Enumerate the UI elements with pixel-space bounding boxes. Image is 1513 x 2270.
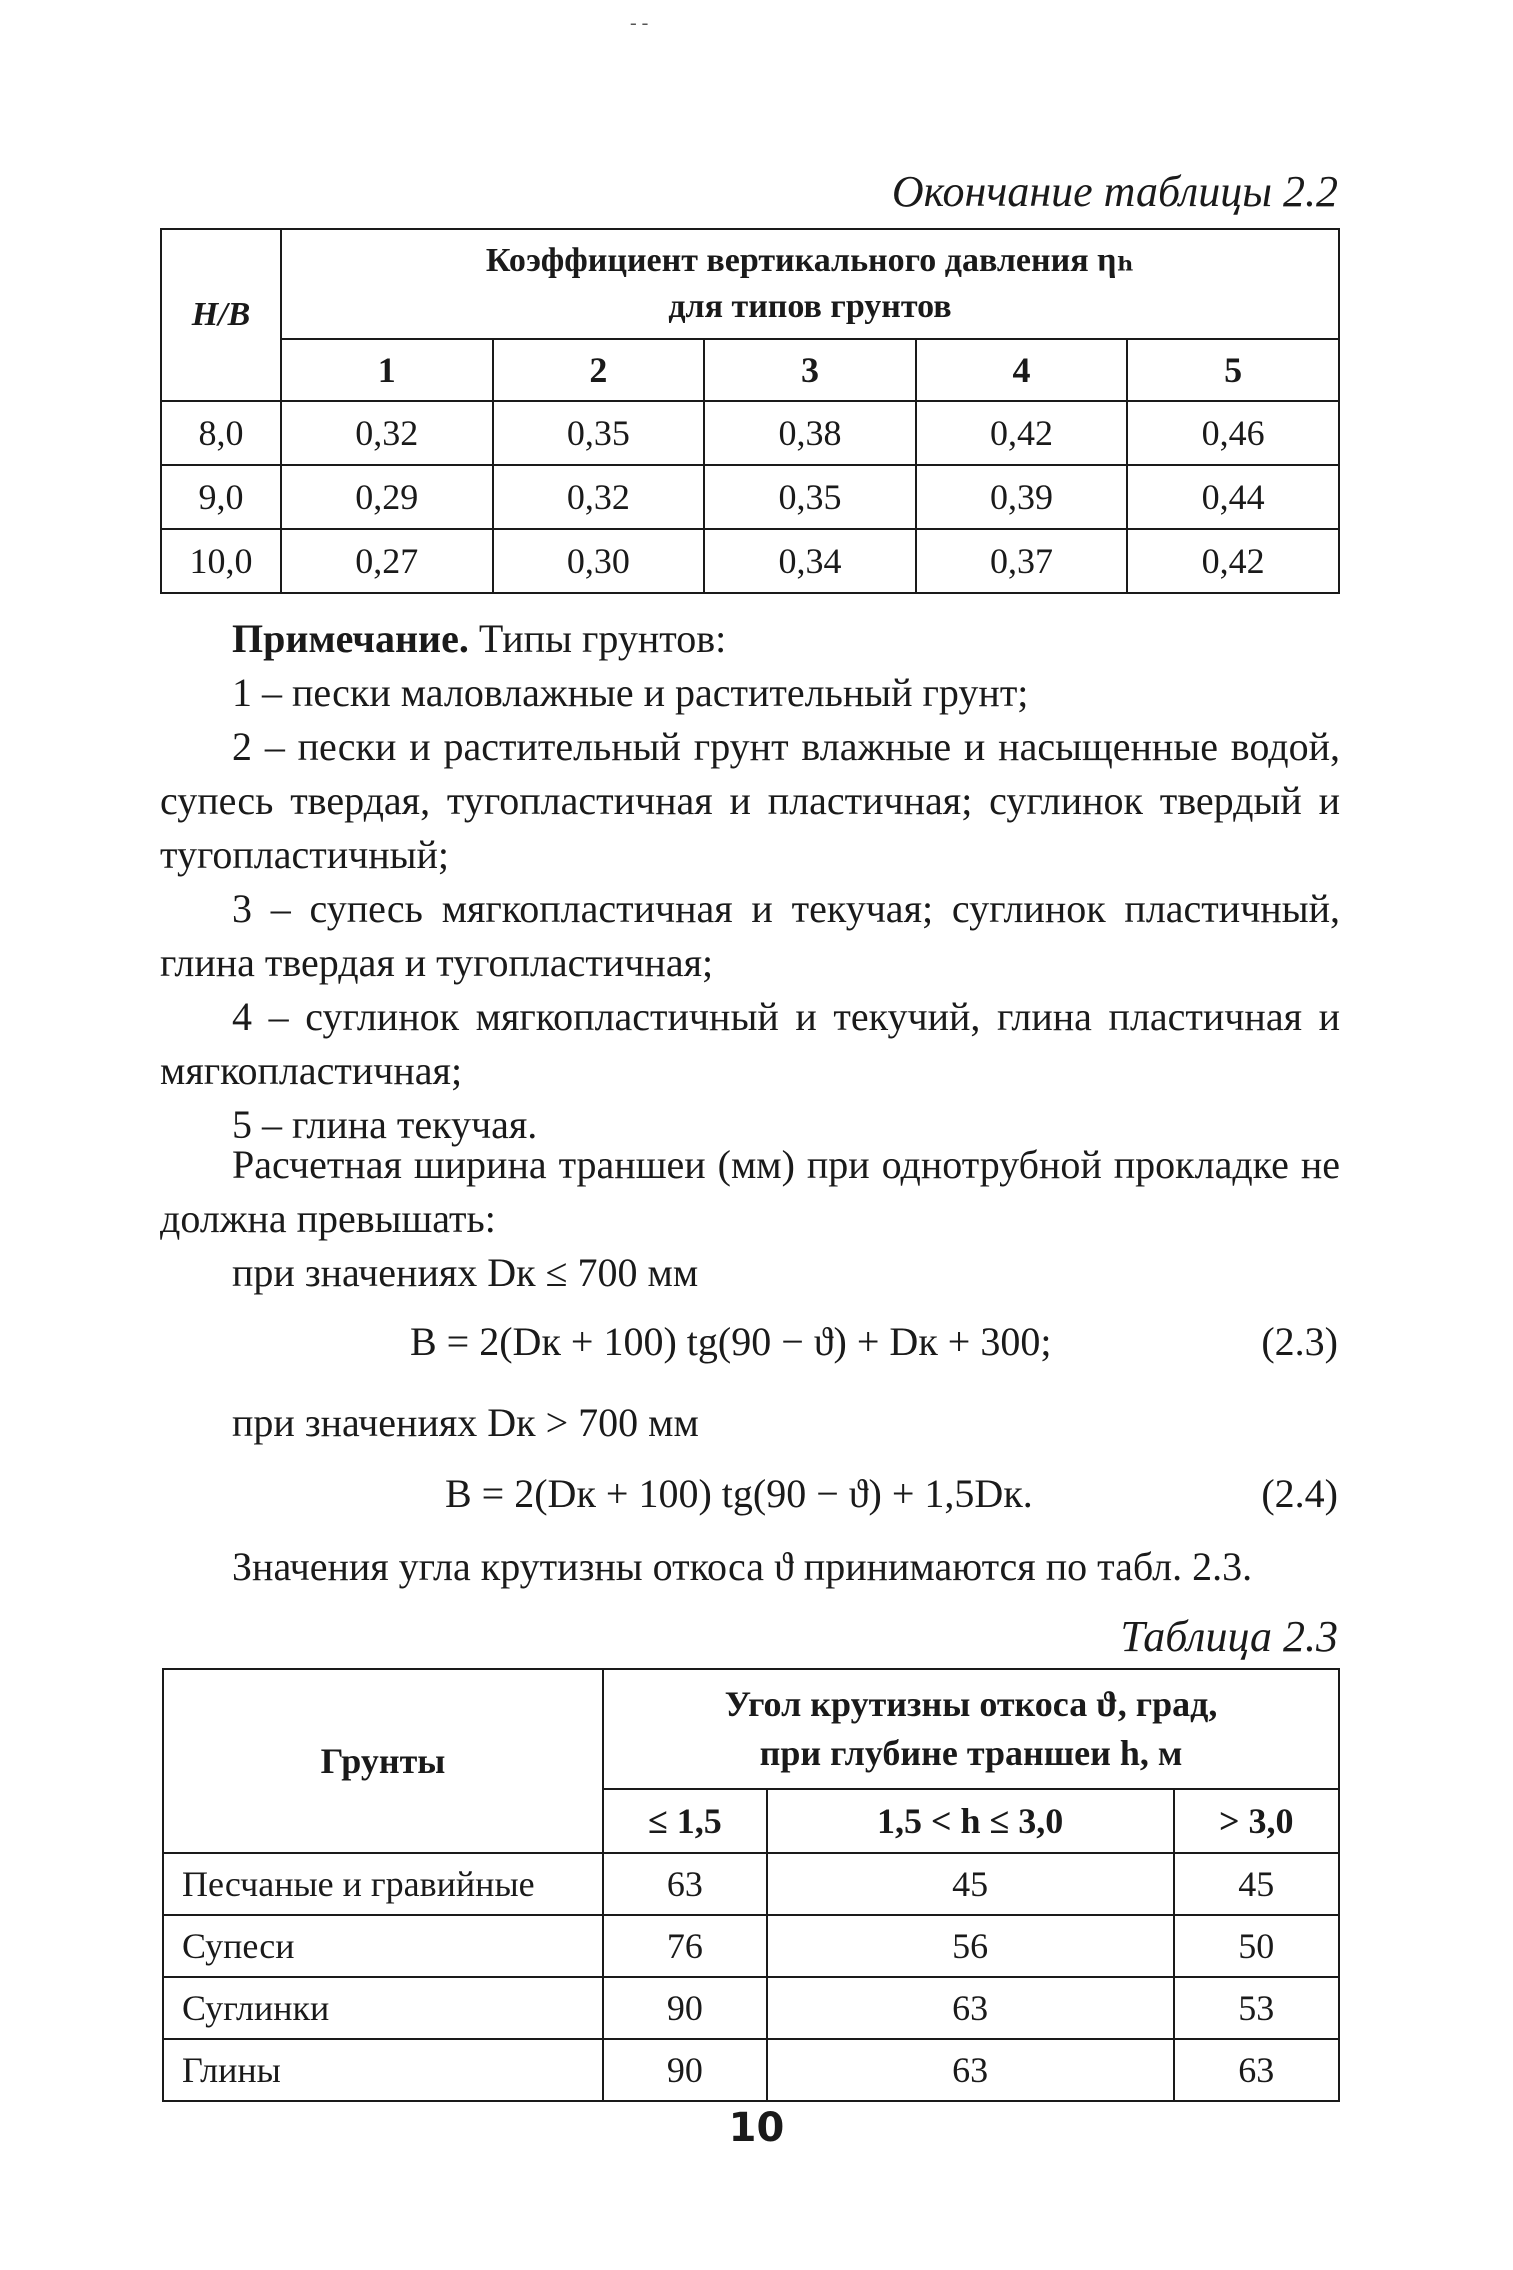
cell: 50 xyxy=(1174,1915,1339,1977)
soil-name: Супеси xyxy=(163,1915,603,1977)
depth-range-3: > 3,0 xyxy=(1174,1789,1339,1853)
table-row xyxy=(163,1915,1339,1977)
cell: 76 xyxy=(603,1915,767,1977)
soil-types-note xyxy=(160,612,1340,1152)
table-2-3 xyxy=(162,1668,1340,2102)
cell: 90 xyxy=(603,2039,767,2101)
table-row xyxy=(163,2039,1339,2101)
table-2-2-caption: Окончание таблицы 2.2 xyxy=(891,167,1338,216)
table-row xyxy=(161,529,1339,593)
cell: 45 xyxy=(767,1853,1174,1915)
hb-value: 10,0 xyxy=(161,529,281,593)
soil-name: Суглинки xyxy=(163,1977,603,2039)
header-line-1: Коэффициент вертикального давления ηₕ xyxy=(485,242,1135,280)
hb-header: H/B xyxy=(161,229,281,401)
cell: 53 xyxy=(1174,1977,1339,2039)
table-2-2 xyxy=(160,228,1340,594)
cell: 63 xyxy=(767,2039,1174,2101)
cell: 0,29 xyxy=(281,465,493,529)
trench-width-section xyxy=(160,1138,1340,1300)
cell: 45 xyxy=(1174,1853,1339,1915)
note-label: Примечание. xyxy=(232,616,469,661)
equation-number-2-3: (2.3) xyxy=(1261,1319,1338,1364)
soil-type-1: 1 xyxy=(281,339,493,401)
page-number: 10 xyxy=(728,2105,785,2151)
formula-2-4: B = 2(Dк + 100) tg(90 − ϑ) + 1,5Dк. xyxy=(445,1471,1033,1516)
angle-note-block xyxy=(160,1540,1340,1594)
hb-value: 9,0 xyxy=(161,465,281,529)
depth-range-1: ≤ 1,5 xyxy=(603,1789,767,1853)
cell: 0,34 xyxy=(704,529,916,593)
note-item-4: 4 – суглинок мягкопластичный и текучий, глина пластичная и мягкопластичная; xyxy=(160,994,1340,1093)
cell: 63 xyxy=(1174,2039,1339,2101)
condition-2: при значениях Dк > 700 мм xyxy=(232,1400,699,1445)
pressure-coefficient-header xyxy=(281,229,1339,339)
cell: 63 xyxy=(603,1853,767,1915)
cell: 0,30 xyxy=(493,529,705,593)
note-intro xyxy=(160,612,1340,666)
table-row xyxy=(161,465,1339,529)
cell: 63 xyxy=(767,1977,1174,2039)
soil-name: Песчаные и гравийные xyxy=(163,1853,603,1915)
soil-name: Глины xyxy=(163,2039,603,2101)
cell: 0,39 xyxy=(916,465,1128,529)
header-line-2: для типов грунтов xyxy=(668,288,952,325)
condition-2-block xyxy=(160,1396,1340,1450)
note-intro-text: Типы грунтов: xyxy=(468,616,727,661)
header-line-1: Угол крутизны откоса ϑ, град, xyxy=(724,1684,1218,1725)
cell: 0,37 xyxy=(916,529,1128,593)
table-2-3-caption: Таблица 2.3 xyxy=(1120,1612,1338,1661)
table-row xyxy=(163,1977,1339,2039)
cell: 0,42 xyxy=(1127,529,1339,593)
formula-2-3: B = 2(Dк + 100) tg(90 − ϑ) + Dк + 300; xyxy=(410,1319,1052,1364)
cell: 0,32 xyxy=(281,401,493,465)
calc-intro: Расчетная ширина траншеи (мм) при однотрубной прокладке не должна превышать: xyxy=(160,1142,1340,1241)
note-item-3: 3 – супесь мягкопластичная и текучая; суглинок пластичный, глина твердая и тугопластичная; xyxy=(160,886,1340,985)
condition-1: при значениях Dк ≤ 700 мм xyxy=(232,1250,699,1295)
cell: 56 xyxy=(767,1915,1174,1977)
note-item-5: 5 – глина текучая. xyxy=(232,1102,538,1147)
cell: 0,32 xyxy=(493,465,705,529)
cell: 0,46 xyxy=(1127,401,1339,465)
cell: 0,44 xyxy=(1127,465,1339,529)
header-line-2: при глубине траншеи h, м xyxy=(759,1733,1183,1773)
table-row xyxy=(161,401,1339,465)
soils-header: Грунты xyxy=(163,1669,603,1853)
soil-type-4: 4 xyxy=(916,339,1128,401)
depth-range-2: 1,5 < h ≤ 3,0 xyxy=(767,1789,1174,1853)
slope-angle-header xyxy=(603,1669,1339,1789)
hb-value: 8,0 xyxy=(161,401,281,465)
soil-type-5: 5 xyxy=(1127,339,1339,401)
table-row xyxy=(163,1853,1339,1915)
soil-type-2: 2 xyxy=(493,339,705,401)
cell: 90 xyxy=(603,1977,767,2039)
scan-marks: - - xyxy=(630,12,649,34)
cell: 0,38 xyxy=(704,401,916,465)
cell: 0,35 xyxy=(493,401,705,465)
cell: 0,35 xyxy=(704,465,916,529)
angle-note: Значения угла крутизны откоса ϑ принимаются по табл. 2.3. xyxy=(232,1544,1253,1589)
note-item-1: 1 – пески маловлажные и растительный грунт; xyxy=(232,670,1029,715)
cell: 0,42 xyxy=(916,401,1128,465)
soil-type-3: 3 xyxy=(704,339,916,401)
cell: 0,27 xyxy=(281,529,493,593)
equation-number-2-4: (2.4) xyxy=(1261,1471,1338,1516)
note-item-2: 2 – пески и растительный грунт влажные и насыщенные водой, супесь твердая, тугопластичная и пластичная; суглинок твердый и тугопластичный; xyxy=(160,724,1340,877)
